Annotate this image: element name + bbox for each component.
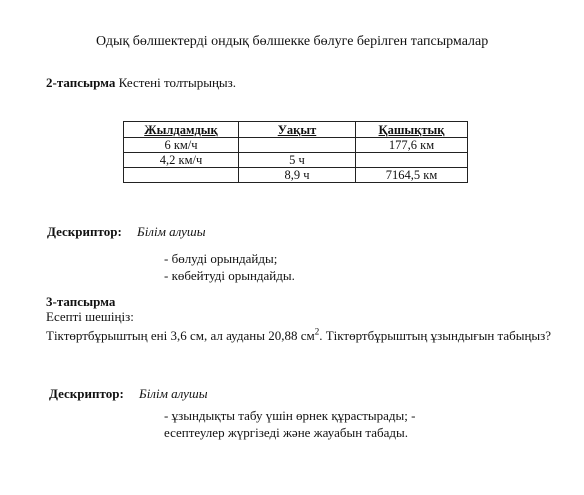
- table-header-row: [124, 122, 468, 138]
- table-cell: [124, 168, 239, 183]
- table-row: [124, 153, 468, 168]
- problem-text-2: . Тіктөртбұрыштың ұзындығын табыңыз?: [319, 328, 552, 343]
- table-row: [124, 138, 468, 153]
- table-cell: [239, 138, 356, 153]
- descriptor2-list: [164, 407, 415, 441]
- header-speed: Жылдамдық: [124, 122, 239, 138]
- task3-subtitle: Есепті шешіңіз:: [46, 309, 134, 324]
- task2-instruction: Кестені толтырыңыз.: [118, 75, 237, 90]
- table-row: [124, 168, 468, 183]
- descriptor1-list: [164, 250, 295, 284]
- table-cell: 5 ч: [239, 153, 356, 168]
- task3-problem: [46, 328, 566, 344]
- descriptor1-heading: [47, 224, 206, 240]
- list-item: есептеулер жүргізеді және жауабын табады.: [164, 425, 409, 440]
- header-time: Уақыт: [239, 122, 356, 138]
- document-title: Одық бөлшектерді ондық бөлшекке бөлуге берілген тапсырмалар: [96, 34, 489, 49]
- problem-superscript: 2: [314, 326, 320, 337]
- task3-number: 3-тапсырма: [46, 294, 116, 309]
- table-cell: 8,9 ч: [239, 168, 356, 183]
- descriptor2-label: Дескриптор:: [49, 386, 124, 401]
- descriptor2-subject: Білім алушы: [139, 386, 208, 401]
- task2-block: [46, 75, 236, 91]
- descriptor2-heading: [49, 386, 208, 402]
- descriptor1-subject: Білім алушы: [137, 224, 206, 239]
- list-item: - ұзындықты табу үшін өрнек құрастырады; -: [164, 408, 416, 423]
- speed-time-distance-table: [123, 121, 468, 183]
- descriptor1-label: Дескриптор:: [47, 224, 122, 239]
- header-distance: Қашықтық: [356, 122, 468, 138]
- task2-number: 2-тапсырма: [46, 75, 116, 90]
- list-item: - бөлуді орындайды;: [164, 251, 278, 266]
- table-cell: [356, 153, 468, 168]
- list-item: - көбейтуді орындайды.: [164, 268, 295, 283]
- table-cell: 7164,5 км: [356, 168, 468, 183]
- table-cell: 4,2 км/ч: [124, 153, 239, 168]
- table-cell: 6 км/ч: [124, 138, 239, 153]
- table-cell: 177,6 км: [356, 138, 468, 153]
- problem-text-1: Тіктөртбұрыштың ені 3,6 см, ал ауданы 20,88 см: [46, 328, 315, 343]
